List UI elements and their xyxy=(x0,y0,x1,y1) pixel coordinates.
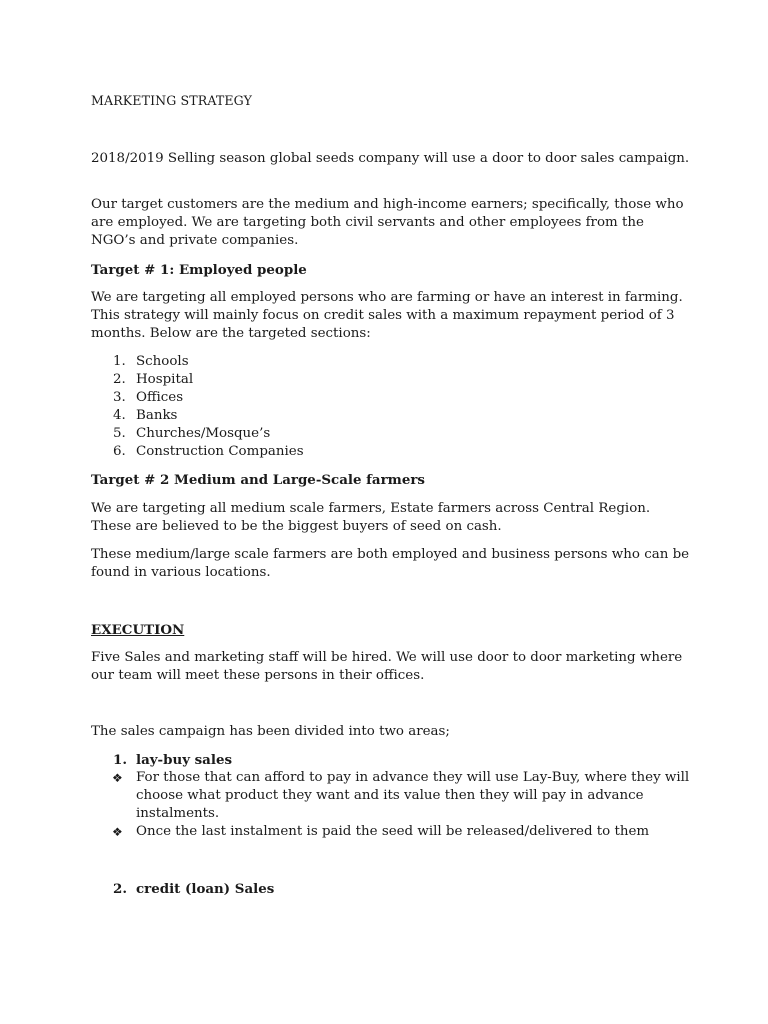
diamond-bullet-icon: ❖ xyxy=(112,771,123,785)
target-2-heading: Target # 2 Medium and Large-Scale farmers xyxy=(91,472,425,488)
list-item: 3. Offices xyxy=(113,390,184,405)
list-item-text: Once the last instalment is paid the seed will be released/delivered to them xyxy=(136,824,650,839)
list-item: 5. Churches/Mosque’s xyxy=(113,426,271,441)
targeted-sections-list xyxy=(91,353,304,461)
target-1-heading: Target # 1: Employed people xyxy=(91,262,307,278)
lay-buy-bullets xyxy=(91,769,691,841)
execution-body-1: Five Sales and marketing staff will be hired. We will use door to door marketing where our team will meet these persons in their offices. xyxy=(91,650,683,683)
list-item: 6. Construction Companies xyxy=(113,444,304,459)
list-item-label: Hospital xyxy=(136,372,194,387)
sales-area-1-label: lay-buy sales xyxy=(136,752,233,768)
target-1-body: We are targeting all employed persons who are farming or have an interest in farming. This strategy will mainly focus on credit sales with a maximum repayment period of 3 months. Below are the targeted sections: xyxy=(91,290,683,341)
list-item: 1. Schools xyxy=(113,354,189,369)
target-2-body-1: We are targeting all medium scale farmers, Estate farmers across Central Region. These are believed to be the biggest buyers of seed on cash. xyxy=(91,501,651,534)
execution-heading: EXECUTION xyxy=(91,622,185,638)
execution-body-2: The sales campaign has been divided into two areas; xyxy=(91,724,450,739)
list-item-label: Churches/Mosque’s xyxy=(136,426,271,441)
target-2-body-2: These medium/large scale farmers are both employed and business persons who can be found in various locations. xyxy=(91,547,690,580)
list-item: 2. Hospital xyxy=(113,372,194,387)
sales-area-2-label: credit (loan) Sales xyxy=(136,881,275,897)
list-item xyxy=(91,769,691,823)
document-title: MARKETING STRATEGY xyxy=(91,93,252,108)
intro-paragraph-2: Our target customers are the medium and high-income earners; specifically, those who are employed. We are targeting both civil servants and other employees from the NGO’s and private companies. xyxy=(91,197,684,248)
list-item-text: For those that can afford to pay in advance they will use Lay-Buy, where they will choose what product they want and its value then they will pay in advance instalments. xyxy=(136,770,690,821)
list-item-label: Schools xyxy=(136,354,189,369)
list-item: 4. Banks xyxy=(113,408,178,423)
list-item-label: Banks xyxy=(136,408,178,423)
list-item xyxy=(91,823,691,841)
list-item-label: Offices xyxy=(136,390,184,405)
intro-paragraph-1: 2018/2019 Selling season global seeds company will use a door to door sales campaign. xyxy=(91,151,690,166)
diamond-bullet-icon: ❖ xyxy=(112,825,123,839)
list-item-label: Construction Companies xyxy=(136,444,304,459)
